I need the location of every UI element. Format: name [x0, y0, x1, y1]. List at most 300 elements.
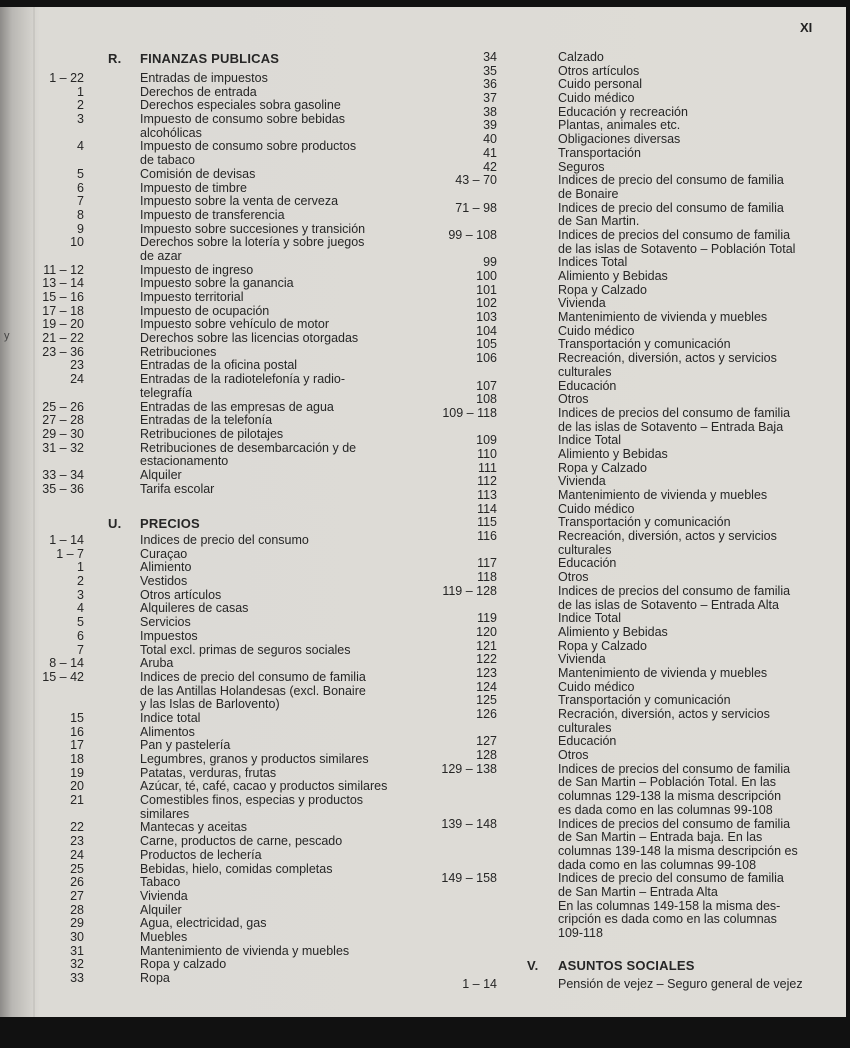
entry-description — [558, 297, 798, 311]
description-line: Impuesto sobre la venta de cerveza — [140, 194, 339, 209]
index-entry — [0, 133, 798, 147]
index-entry — [0, 270, 798, 284]
column-number: 30 — [70, 929, 84, 944]
index-entry — [0, 653, 798, 667]
entry-description — [558, 585, 798, 612]
description-line: En las columnas 149-158 la misma des- — [558, 898, 781, 913]
column-number: 109 – 118 — [442, 405, 497, 420]
section-title: ASUNTOS SOCIALES — [558, 958, 695, 973]
description-line: estacionamento — [140, 454, 229, 469]
description-line: de San Martin – Población Total. En las — [558, 775, 776, 790]
index-entry — [0, 92, 798, 106]
index-entry — [0, 352, 798, 379]
index-entry — [0, 958, 387, 972]
column-number: 24 — [70, 847, 84, 862]
description-line: Impuesto sobre vehículo de motor — [140, 317, 329, 332]
index-entry — [0, 161, 798, 175]
description-line: Entradas de la telefonía — [140, 413, 273, 428]
entry-description — [558, 763, 798, 818]
description-line: Indices de precio del consumo de familia — [558, 200, 784, 215]
column-number: 20 — [70, 779, 84, 794]
description-line: Otros — [558, 392, 589, 407]
column-number: 42 — [483, 159, 497, 174]
description-line: culturales — [558, 542, 612, 557]
description-line: Aruba — [140, 656, 174, 671]
column-number: 28 — [70, 902, 84, 917]
index-entry — [0, 448, 798, 462]
description-line: Vivienda — [558, 296, 606, 311]
index-entry — [0, 681, 798, 695]
description-line: alcohólicas — [140, 125, 202, 140]
section-title: FINANZAS PUBLICAS — [140, 51, 280, 66]
description-line: culturales — [558, 364, 612, 379]
column-number: 35 — [483, 63, 497, 78]
column-number: 29 – 30 — [42, 426, 84, 441]
description-line: Muebles — [140, 929, 188, 944]
column-number: 7 — [77, 642, 84, 657]
column-number: 21 – 22 — [42, 331, 84, 346]
description-line: Ropa y Calzado — [558, 282, 647, 297]
column-number: 4 — [77, 601, 84, 616]
description-line: Indice Total — [558, 611, 622, 626]
description-line: Vivienda — [558, 652, 606, 667]
description-line: Impuesto de ocupación — [140, 303, 270, 318]
column-number: 114 — [477, 501, 497, 516]
description-line: Ropa y Calzado — [558, 460, 647, 475]
entry-description — [558, 694, 798, 708]
description-line: Pan y pastelería — [140, 738, 231, 753]
index-entry — [0, 202, 798, 229]
index-entry — [0, 694, 798, 708]
column-number: 103 — [476, 310, 497, 325]
description-line: Calzado — [558, 50, 604, 64]
description-line: Cuido personal — [558, 77, 643, 92]
description-line: de San Martin. — [558, 214, 640, 229]
column-number: 107 — [476, 378, 497, 393]
description-line: Indices de precios del consumo de familia — [558, 816, 791, 831]
index-entry — [0, 256, 798, 270]
column-number: 113 — [477, 488, 497, 502]
column-number: 3 — [77, 112, 84, 127]
entry-description — [558, 626, 798, 640]
index-entry — [0, 503, 798, 517]
column-number: 124 — [476, 679, 497, 694]
description-line: columnas 139-148 la misma descripción es — [558, 843, 798, 858]
column-number: 39 — [483, 118, 497, 133]
entry-description — [558, 530, 798, 557]
index-entry — [0, 818, 798, 873]
description-line: Entradas de las empresas de agua — [140, 399, 334, 414]
description-line: Derechos especiales sobra gasoline — [140, 98, 341, 113]
column-number: 123 — [476, 665, 497, 680]
column-number: 116 — [477, 529, 497, 544]
column-number: 104 — [476, 323, 497, 338]
description-line: Ropa y Calzado — [558, 638, 647, 653]
description-line: Vivienda — [140, 888, 188, 903]
description-line: Cuido médico — [558, 679, 635, 694]
column-number: 129 – 138 — [441, 761, 497, 776]
column-number: 115 — [477, 515, 497, 530]
index-entry — [0, 434, 798, 448]
description-line: Impuesto sobre la ganancia — [140, 276, 294, 291]
entry-description — [558, 338, 798, 352]
index-entry — [0, 640, 798, 654]
index-entry — [0, 872, 798, 899]
description-line: Bebidas, hielo, comidas completas — [140, 861, 333, 876]
description-line: Transportación — [558, 145, 641, 160]
description-line: Indices de precio del consumo de familia — [140, 669, 366, 684]
description-line: Otros — [558, 748, 589, 763]
index-entry — [0, 708, 798, 735]
description-line: Educación — [558, 556, 617, 571]
entry-description — [558, 65, 798, 79]
item-list — [0, 51, 798, 941]
entry-description — [140, 945, 387, 959]
margin-mark: y — [4, 330, 10, 342]
description-line: Entradas de la oficina postal — [140, 358, 298, 373]
column-number: 36 — [483, 77, 497, 92]
column-number: 32 — [70, 957, 84, 972]
section-title: PRECIOS — [140, 516, 200, 531]
entry-description — [558, 475, 798, 489]
entry-description — [558, 571, 798, 585]
entry-description — [558, 872, 798, 899]
column-number: 139 – 148 — [441, 816, 497, 831]
entry-description — [558, 380, 798, 394]
entry-description — [558, 133, 798, 147]
entry-description — [558, 229, 798, 256]
column-number: 29 — [70, 916, 84, 931]
description-line: Plantas, animales etc. — [558, 118, 681, 133]
index-entry — [0, 311, 798, 325]
description-line: de las Antillas Holandesas (excl. Bonaire — [140, 683, 366, 698]
entry-description — [558, 557, 798, 571]
description-line: Derechos sobre las licencias otorgadas — [140, 331, 359, 346]
column-number: 16 — [70, 724, 84, 739]
description-line: Indices de precios del consumo de familia — [558, 227, 791, 242]
column-number: 9 — [77, 221, 84, 236]
description-line: Recración, diversión, actos y servicios — [558, 707, 770, 721]
description-line: de azar — [140, 248, 182, 263]
entry-description — [558, 51, 798, 65]
column-number: 6 — [77, 628, 84, 643]
column-number: 1 — [77, 560, 84, 575]
entry-description — [558, 174, 798, 201]
index-entry — [0, 516, 798, 530]
column-number: 126 — [476, 707, 497, 721]
description-line: Impuesto sobre succesiones y transición — [140, 221, 366, 236]
column-number: 17 – 18 — [42, 303, 84, 318]
description-line: columnas 129-138 la misma descripción — [558, 789, 782, 804]
column-number: 4 — [77, 139, 84, 154]
index-entry — [0, 78, 798, 92]
column-number: 101 — [476, 282, 497, 297]
description-line: Educación y recreación — [558, 104, 688, 119]
description-line: Otros artículos — [140, 587, 222, 602]
description-line: Impuesto de ingreso — [140, 262, 254, 277]
description-line: Indices de precio del consumo de familia — [558, 173, 784, 188]
description-line: similares — [140, 806, 190, 821]
entry-description — [558, 640, 798, 654]
description-line: Mantenimiento de vivienda y muebles — [558, 665, 768, 680]
column-number: 31 — [70, 943, 84, 958]
description-line: Educación — [558, 378, 617, 393]
column-number: 122 — [476, 652, 497, 667]
description-line: Impuesto de transferencia — [140, 207, 285, 222]
description-line: Retribuciones de desembarcación y de — [140, 440, 357, 455]
description-line: Alquiler — [140, 467, 182, 482]
column-number: 38 — [483, 104, 497, 119]
column-number: 34 — [483, 50, 497, 64]
description-line: Tarifa escolar — [140, 481, 215, 496]
entry-description — [558, 78, 798, 92]
description-line: Comestibles finos, especias y productos — [140, 793, 364, 808]
column-number: 15 – 16 — [42, 290, 84, 304]
description-line: Vestidos — [140, 574, 188, 589]
description-line: Vivienda — [558, 474, 606, 489]
entry-description — [558, 489, 798, 503]
description-line: Mantenimiento de vivienda y muebles — [140, 943, 350, 958]
description-line: Servicios — [140, 615, 191, 630]
description-line: Cuido médico — [558, 91, 635, 106]
column-number: 1 – 14 — [462, 977, 497, 991]
description-line: telegrafía — [140, 385, 193, 400]
entry-description — [558, 106, 798, 120]
entry-description — [558, 653, 798, 667]
section-letter: U. — [108, 516, 122, 531]
column-number: 23 — [70, 358, 84, 373]
entry-description — [558, 667, 798, 681]
column-number: 33 – 34 — [42, 467, 84, 482]
column-number: 1 — [77, 84, 84, 99]
description-line: Comisión de devisas — [140, 166, 256, 181]
entry-description — [558, 434, 798, 448]
description-line: Otros artículos — [558, 63, 640, 78]
description-line: culturales — [558, 720, 612, 735]
index-entry — [0, 147, 798, 161]
index-entry — [0, 119, 798, 133]
column-number: 111 — [477, 460, 497, 475]
column-number: 21 — [70, 793, 84, 808]
index-entry — [0, 407, 798, 434]
column-number: 40 — [483, 132, 497, 147]
description-line: Cuido médico — [558, 323, 635, 338]
column-number: 71 – 98 — [455, 200, 497, 215]
column-number: 6 — [77, 180, 84, 195]
column-number: 119 — [477, 611, 497, 626]
column-number: 106 — [476, 351, 497, 366]
description-line: Legumbres, granos y productos similares — [140, 752, 369, 766]
index-entry — [0, 462, 798, 476]
column-number: 99 – 108 — [448, 227, 497, 242]
description-line: cripción es dada como en las columnas — [558, 912, 777, 927]
entry-description — [558, 503, 798, 517]
index-entry — [0, 65, 798, 79]
column-number: 118 — [477, 570, 497, 585]
column-number: 127 — [476, 734, 497, 749]
description-line: Alimentos — [140, 724, 195, 739]
index-entry — [0, 489, 798, 503]
column-number: 1 – 14 — [49, 533, 84, 547]
column-number: 119 – 128 — [442, 583, 497, 598]
page-number: XI — [800, 20, 813, 35]
column-number: 2 — [77, 98, 84, 113]
description-line: Indices de precios del consumo de familia — [558, 405, 791, 420]
entry-description — [558, 284, 798, 298]
column-number: 109 — [476, 433, 497, 448]
column-number: 99 — [483, 255, 497, 270]
index-entry — [0, 900, 798, 941]
entry-description — [558, 393, 798, 407]
description-line: Ropa — [140, 971, 170, 985]
description-line: Transportación y comunicación — [558, 693, 731, 708]
description-line: Impuesto territorial — [140, 290, 244, 304]
description-line: dada como en las columnas 99-108 — [558, 857, 757, 872]
index-entry — [0, 51, 798, 65]
column-number: 100 — [476, 269, 497, 283]
description-line: Impuesto de consumo sobre productos — [140, 139, 357, 154]
entry-description — [558, 462, 798, 476]
description-line: 109-118 — [558, 926, 603, 940]
entry-description — [558, 516, 798, 530]
index-entry — [0, 585, 798, 612]
description-line: Retribuciones — [140, 344, 217, 359]
entry-description — [558, 735, 798, 749]
description-line: Otros — [558, 570, 589, 585]
description-line: de San Martin – Entrada baja. En las — [558, 830, 763, 845]
description-line: Cuido médico — [558, 501, 635, 516]
column-number: 26 — [70, 875, 84, 890]
description-line: Indice total — [140, 710, 201, 725]
index-entry — [0, 612, 798, 626]
section-letter: R. — [108, 51, 122, 66]
description-line: Pensión de vejez – Seguro general de vejez — [558, 977, 803, 991]
description-line: Mantenimiento de vivienda y muebles — [558, 488, 768, 502]
column-number: 43 – 70 — [455, 173, 497, 188]
description-line: Impuesto de timbre — [140, 180, 247, 195]
index-entry — [0, 735, 798, 749]
description-line: Obligaciones diversas — [558, 132, 681, 147]
description-line: de Bonaire — [558, 186, 619, 201]
description-line: Indices de precio del consumo de familia — [558, 871, 784, 886]
column-number: 23 — [70, 834, 84, 849]
description-line: Entradas de impuestos — [140, 71, 268, 85]
entry-description — [558, 978, 803, 992]
description-line: Retribuciones de pilotajes — [140, 426, 284, 441]
column-number: 108 — [476, 392, 497, 407]
column-number: 31 – 32 — [42, 440, 84, 455]
column-number: 18 — [70, 752, 84, 766]
index-entry — [0, 297, 798, 311]
entry-description — [558, 119, 798, 133]
column-number: 105 — [476, 337, 497, 352]
column-number: 117 — [477, 556, 497, 571]
column-number: 7 — [77, 194, 84, 209]
description-line: de San Martin – Entrada Alta — [558, 884, 718, 899]
description-line: Agua, electricidad, gas — [140, 916, 267, 931]
description-line: Transportación y comunicación — [558, 515, 731, 530]
description-line: de las islas de Sotavento – Población Total — [558, 241, 796, 256]
entry-description — [558, 708, 798, 735]
column-number: 22 — [70, 820, 84, 835]
description-line: Recreación, diversión, actos y servicios — [558, 529, 777, 544]
entry-description — [558, 202, 798, 229]
column-number: 27 — [70, 888, 84, 903]
column-number: 27 – 28 — [42, 413, 84, 428]
description-line: Entradas de la radiotelefonía y radio- — [140, 372, 345, 387]
description-line: Indice Total — [558, 433, 622, 448]
column-number: 15 — [70, 710, 84, 725]
index-entry — [0, 667, 798, 681]
entry-description — [558, 270, 798, 284]
column-number: 120 — [476, 624, 497, 639]
index-entry — [0, 325, 798, 339]
description-line: Mantecas y aceitas — [140, 820, 247, 835]
description-line: Educación — [558, 734, 617, 749]
description-line: es dada como en las columnas 99-108 — [558, 802, 773, 817]
entry-description — [558, 900, 798, 941]
description-line: Indices de precios del consumo de familia — [558, 583, 791, 598]
column-number: 8 – 14 — [49, 656, 84, 671]
index-entry — [0, 106, 798, 120]
column-number: 149 – 158 — [441, 871, 497, 886]
entry-description — [558, 325, 798, 339]
column-number: 15 – 42 — [42, 669, 84, 684]
index-entry — [0, 229, 798, 256]
entry-description — [558, 612, 798, 626]
column-number: 24 — [70, 372, 84, 387]
index-entry — [0, 557, 798, 571]
column-number: 25 – 26 — [42, 399, 84, 414]
entry-description — [558, 92, 798, 106]
description-line: Transportación y comunicación — [558, 337, 731, 352]
description-line: de tabaco — [140, 153, 195, 168]
index-entry — [0, 338, 798, 352]
description-line: de las islas de Sotavento – Entrada Baja — [558, 419, 784, 434]
entry-description — [558, 448, 798, 462]
column-number: 19 – 20 — [42, 317, 84, 332]
column-number: 1 – 22 — [49, 71, 84, 85]
entry-description — [558, 256, 798, 270]
entry-description — [558, 749, 798, 763]
index-entry — [0, 380, 798, 394]
description-line: Indices de precio del consumo — [140, 533, 309, 547]
index-entry — [0, 749, 798, 763]
description-line: Derechos de entrada — [140, 84, 257, 99]
column-number: 3 — [77, 587, 84, 602]
column-number: 112 — [477, 474, 497, 489]
description-line: Carne, productos de carne, pescado — [140, 834, 343, 849]
index-entry — [0, 945, 387, 959]
section-letter: V. — [527, 958, 539, 973]
description-line: Alquileres de casas — [140, 601, 249, 616]
column-number: 11 – 12 — [43, 262, 84, 277]
description-line: Impuestos — [140, 628, 198, 643]
column-number: 10 — [70, 235, 84, 250]
column-number: 41 — [483, 145, 497, 160]
description-line: Alimiento — [140, 560, 192, 575]
description-line: Indices Total — [558, 255, 628, 270]
description-line: Impuesto de consumo sobre bebidas — [140, 112, 345, 127]
description-line: y las Islas de Barlovento) — [140, 697, 280, 712]
column-number: 35 – 36 — [42, 481, 84, 496]
column-number: 25 — [70, 861, 84, 876]
entry-description — [558, 818, 798, 873]
entry-description — [558, 352, 798, 379]
description-line: de las islas de Sotavento – Entrada Alta — [558, 597, 779, 612]
description-line: Patatas, verduras, frutas — [140, 765, 277, 780]
description-line: Alimiento y Bebidas — [558, 624, 668, 639]
